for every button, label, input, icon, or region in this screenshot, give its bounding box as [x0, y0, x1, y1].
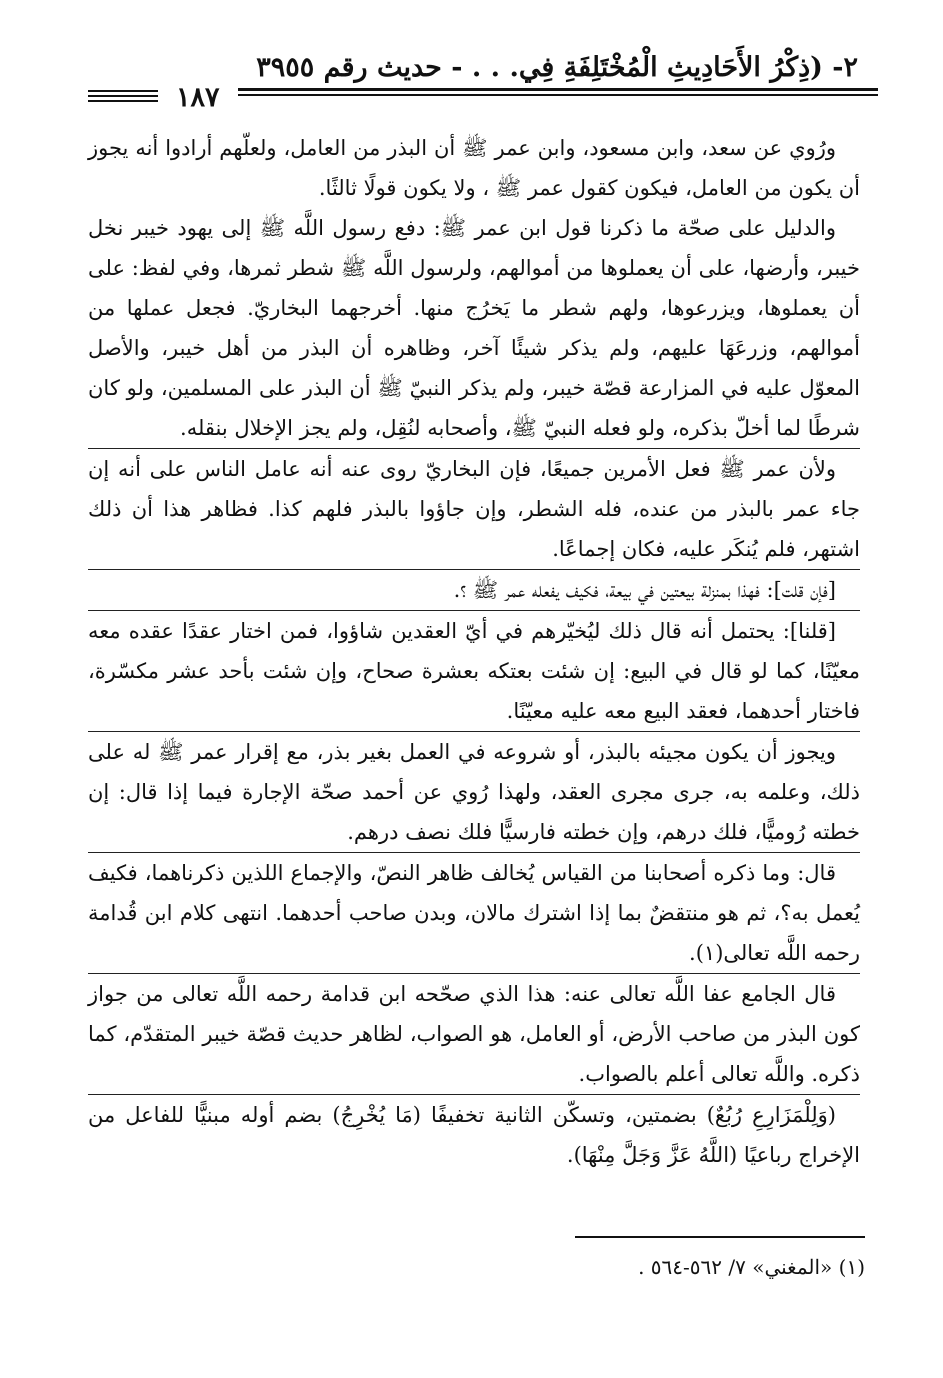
running-title: ٢- (ذِكْرُ الأَحَادِيثِ الْمُخْتَلِفَةِ فِي. . . - حديث رقم ٣٩٥٥ [256, 52, 858, 83]
main-text [88, 128, 860, 1175]
paragraph: [فإن قلت]: فهذا بمنزلة بيعتين في بيعة، فكيف يفعله عمر ﷺ ؟. [88, 569, 860, 610]
paragraph: والدليل على صحّة ما ذكرنا قول ابن عمر ﷺ: دفع رسول اللَّه ﷺ إلى يهود خيبر نخل خيبر، وأرضها، على أن يعملوها من أموالهم، ولرسول اللَّه ﷺ شطر ثمرها، وفي لفظ: على أن يعملوها، ويزرعوها، ولهم شطر ما يَخرُج منها. أخرجهما البخاريّ. فجعل عملها من أموالهم، وزرعَهَا عليهم، ولم يذكر شيئًا آخر، وظاهره أن البذر من أهل خيبر، والأصل المعوّل عليه في المزارعة قصّة خيبر، ولم يذكر النبيّ ﷺ أن البذر على المسلمين، ولو كان شرطًا لما أخلّ بذكره، ولو فعله النبيّ ﷺ، وأصحابه لنُقِل، ولم يجز الإخلال بنقله. [88, 216, 860, 440]
paragraph: [قلنا]: يحتمل أنه قال ذلك ليُخيّرهم في أيّ العقدين شاؤوا، فمن اختار عقدًا عقده معه معيّنًا، كما لو قال في البيع: إن شئت بعتكه بعشرة صحاح، وإن شئت بأحد عشر مكسّرة، فاختار أحدهما، فعقد البيع معه عليه معيّنًا. [88, 610, 860, 731]
paragraph: ويجوز أن يكون مجيئه بالبذر، أو شروعه في العمل بغير بذر، مع إقرار عمر ﷺ له على ذلك، وعلمه به، جرى مجرى العقد، ولهذا رُوي عن أحمد صحّة الإجارة فيما إذا قال: إن خطته رُوميًّا، فلك درهم، وإن خطته فارسيًّا فلك نصف درهم. [88, 731, 860, 852]
paragraph: ورُوي عن سعد، وابن مسعود، وابن عمر ﷺ أن البذر من العامل، ولعلّهم أرادوا أنه يجوز أن يكون من العامل، فيكون كقول عمر ﷺ ، ولا يكون قولًا ثالثًا. [88, 136, 860, 200]
footnote-rule [575, 1236, 865, 1238]
page-header [88, 52, 878, 113]
paragraph-compiler-note: قال الجامع عفا اللَّه تعالى عنه: هذا الذي صحّحه ابن قدامة رحمه اللَّه تعالى من جواز كون البذر من صاحب الأرض، أو العامل، هو الصواب، لظاهر حديث قصّة خيبر المتقدّم، كما ذكره. واللَّه تعالى أعلم بالصواب. [88, 973, 860, 1094]
left-decorative-rules [88, 90, 158, 105]
header-rule [238, 88, 878, 91]
paragraph: (وَلِلْمَزَارِعِ رُبُعٌ) بضمتين، وتسكّن الثانية تخفيفًا (مَا يُخْرِجُ) بضم أوله مبنيًّا للفاعل من الإخراج رباعيًا (اللَّهُ عَزَّ وَجَلَّ مِنْهَا). [88, 1094, 860, 1175]
page-number: ١٨٧ [176, 82, 220, 113]
paragraph: ولأن عمر ﷺ فعل الأمرين جميعًا، فإن البخاريّ روى عنه أنه عامل الناس على أنه إن جاء عمر بالبذر من عنده، فله الشطر، وإن جاؤوا بالبذر فلهم كذا. فظاهر هذا أن ذلك اشتهر، فلم يُنكَر عليه، فكان إجماعًا. [88, 448, 860, 569]
paragraph: قال: وما ذكره أصحابنا من القياس يُخالف ظاهر النصّ، والإجماع اللذين ذكرناهما، فكيف يُعمل به؟، ثم هو منتقضٌ بما إذا اشترك مالان، وبدن صاحب أحدهما. انتهى كلام ابن قُدامة رحمه اللَّه تعالى(١). [88, 852, 860, 973]
footnote: (١) «المغني» ٧/ ٥٦٢-٥٦٤ . [638, 1255, 865, 1279]
header-rule-thin [238, 94, 878, 96]
